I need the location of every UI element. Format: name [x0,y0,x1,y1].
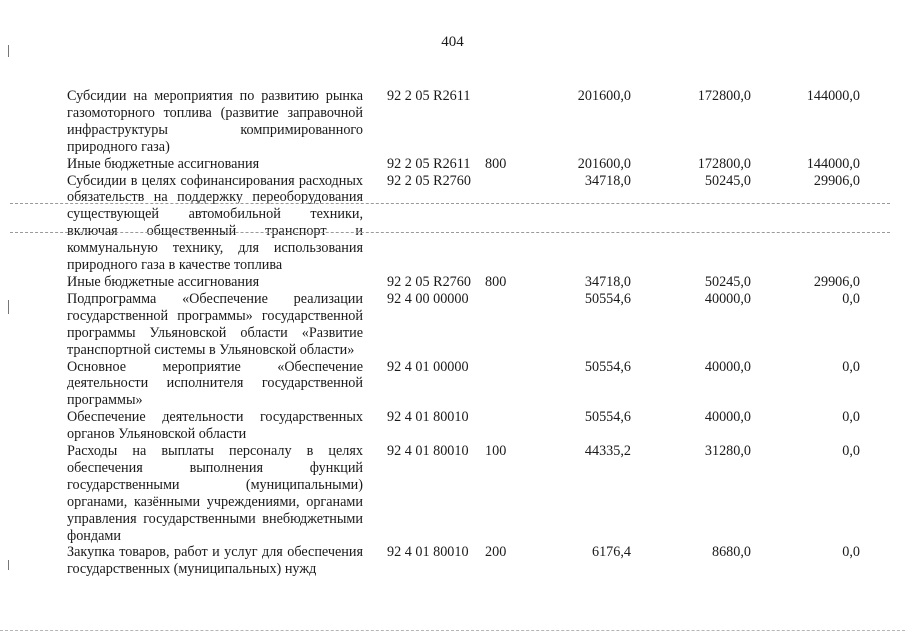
scan-artifact-mark [8,300,9,314]
scan-artifact-line [10,203,890,204]
budget-table-body [67,88,876,578]
row-value-3: 0,0 [842,443,860,460]
row-value-1: 34718,0 [584,172,631,189]
row-value-2: 172800,0 [697,155,751,172]
row-description: Основное мероприятие «Обеспечение деятельности исполнителя государственной программы» [67,358,363,409]
row-code: 92 4 01 80010 [387,409,469,426]
row-value-1: 6176,4 [591,544,631,561]
row-code: 92 4 01 00000 [387,358,469,375]
row-expense-type: 100 [485,443,507,460]
row-description: Субсидии на мероприятия по развитию рынка газомоторного топлива (развитие заправочной инфраструктуры компримированного природного газа) [67,88,363,155]
row-value-3: 29906,0 [813,273,860,290]
row-value-1: 50554,6 [584,290,631,307]
row-value-1: 44335,2 [584,443,631,460]
row-value-2: 50245,0 [704,172,751,189]
row-description: Закупка товаров, работ и услуг для обеспечения государственных (муниципальных) нужд [67,544,363,578]
row-value-3: 29906,0 [813,172,860,189]
scan-artifact-mark [8,45,9,57]
row-description: Иные бюджетные ассигнования [67,273,260,290]
row-expense-type [485,291,531,359]
row-description: Подпрограмма «Обеспечение реализации государственной программы» государственной программы Ульяновской области «Развитие транспортной системы в Ульяновской области» [67,290,363,358]
budget-table [67,88,876,578]
row-expense-type: 800 [485,273,507,290]
row-expense-type: 200 [485,544,507,561]
row-value-2: 172800,0 [697,88,751,104]
table-row [67,544,876,578]
row-expense-type [485,88,531,156]
row-expense-type [485,409,531,443]
row-value-3: 144000,0 [806,88,860,104]
row-value-3: 144000,0 [806,155,860,172]
row-value-3: 0,0 [842,290,860,307]
table-row [67,443,876,544]
row-code: 92 2 05 R2760 [387,273,471,290]
row-code: 92 4 01 80010 [387,544,469,561]
row-expense-type [485,359,531,410]
row-value-2: 8680,0 [711,544,751,561]
row-expense-type: 800 [485,155,507,172]
row-value-2: 31280,0 [704,443,751,460]
row-code: 92 2 05 R2611 [387,88,471,104]
page-number: 404 [441,34,464,50]
row-value-3: 0,0 [842,358,860,375]
row-code: 92 2 05 R2760 [387,172,471,189]
scan-artifact-line [0,630,905,631]
row-value-1: 50554,6 [584,409,631,426]
row-description: Иные бюджетные ассигнования [67,155,260,172]
row-value-2: 40000,0 [704,409,751,426]
table-row [67,173,876,274]
row-code: 92 4 01 80010 [387,443,469,460]
table-row [67,409,876,443]
row-code: 92 4 00 00000 [387,290,469,307]
row-value-1: 201600,0 [577,88,631,104]
table-row [67,291,876,359]
table-row [67,359,876,410]
row-value-1: 34718,0 [584,273,631,290]
row-value-2: 40000,0 [704,358,751,375]
row-value-1: 50554,6 [584,358,631,375]
row-value-3: 0,0 [842,409,860,426]
row-description: Субсидии в целях софинансирования расходных обязательств на поддержку переоборудования существующей автомобильной техники, включая общественный транспорт и коммунальную технику, для использования природного газа в качестве топлива [67,172,363,274]
row-description: Обеспечение деятельности государственных органов Ульяновской области [67,409,363,443]
scan-artifact-mark [8,560,9,570]
table-row [67,274,876,291]
row-expense-type [485,173,531,274]
scan-artifact-line [10,232,890,233]
row-value-2: 50245,0 [704,273,751,290]
row-value-3: 0,0 [842,544,860,561]
row-code: 92 2 05 R2611 [387,155,471,172]
row-value-1: 201600,0 [577,155,631,172]
row-description: Расходы на выплаты персоналу в целях обеспечения выполнения функций государственными (муниципальными) органами, казёнными учреждениями, органами управления государственными внебюджетными фондами [67,443,363,544]
table-row [67,88,876,156]
row-value-2: 40000,0 [704,290,751,307]
table-row [67,156,876,173]
